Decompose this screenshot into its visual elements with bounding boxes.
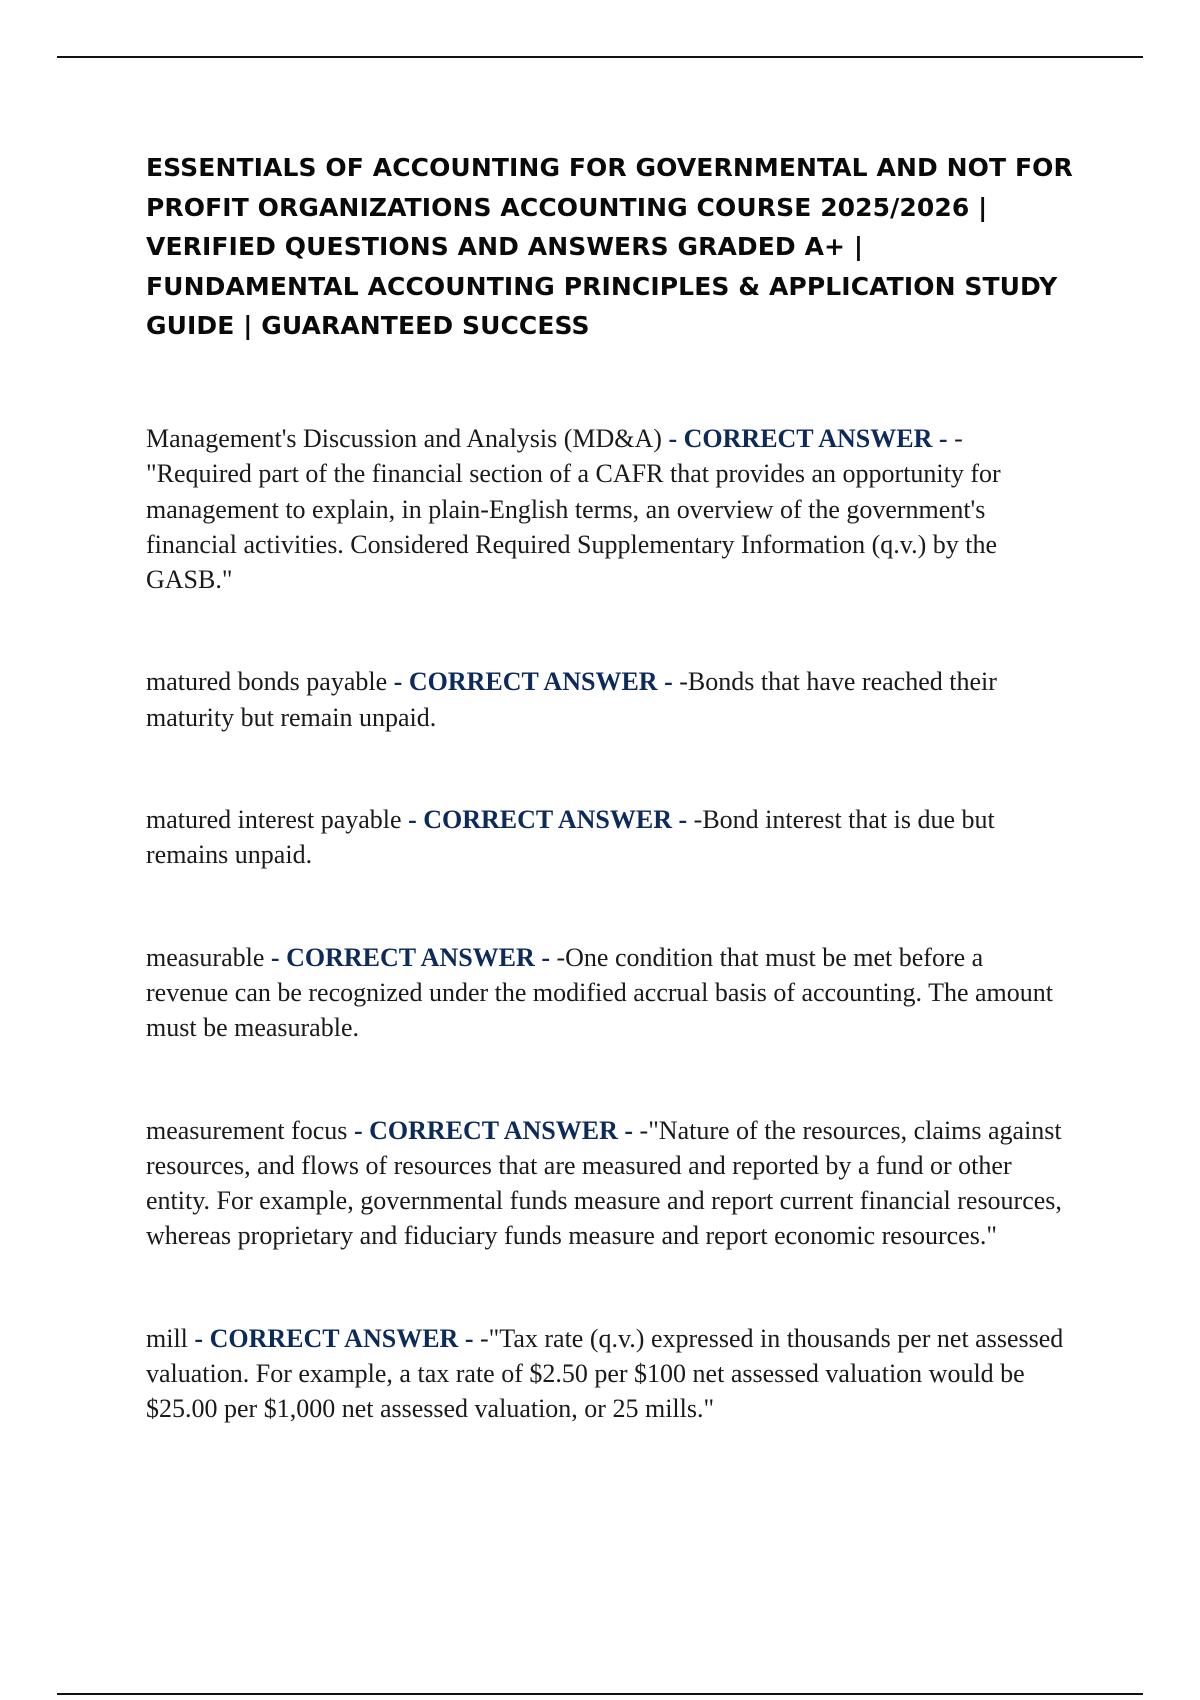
entry-separator: - <box>664 667 673 697</box>
entry-measurement-focus <box>146 1113 1066 1254</box>
entry-term: mill <box>146 1323 188 1353</box>
entry-separator: - <box>668 424 678 453</box>
entry-separator: - <box>270 942 280 972</box>
correct-answer-label: CORRECT ANSWER <box>209 1323 459 1353</box>
entry-separator: - <box>464 1323 474 1353</box>
entry-term: Management's Discussion and Analysis (MD&A) <box>146 424 662 453</box>
entry-term: matured interest payable <box>146 805 402 835</box>
correct-answer-label: CORRECT ANSWER <box>369 1115 618 1145</box>
entry-definition: -Bond interest that is due but remains unpaid. <box>146 805 995 870</box>
entry-definition: -"Required part of the financial section of a CAFR that provides an opportunity for management to explain, in plain-English terms, an overview of the government's financial activities. Considered Required Supplementary Information (q.v.) by the GASB." <box>146 424 1001 595</box>
entry-separator: - <box>393 667 403 697</box>
entry-term: measurement focus <box>146 1115 348 1145</box>
entry-definition: -Bonds that have reached their maturity but remain unpaid. <box>146 667 997 732</box>
entry-definition: -One condition that must be met before a revenue can be recognized under the modified accrual basis of accounting. The amount must be measurable. <box>146 942 1053 1043</box>
entry-list <box>146 421 1066 1427</box>
correct-answer-label: CORRECT ANSWER <box>423 805 672 835</box>
entry-separator: - <box>194 1323 204 1353</box>
entry-definition: -"Tax rate (q.v.) expressed in thousands per net assessed valuation. For example, a tax rate of $2.50 per $100 net assessed valuation would be $25.00 per $1,000 net assessed valuation, or 25 mills." <box>146 1323 1064 1424</box>
entry-separator: - <box>408 805 417 835</box>
entry-separator: - <box>938 424 948 453</box>
entry-separator: - <box>678 805 688 835</box>
entry-matured-bonds-payable <box>146 664 1066 735</box>
document-title: ESSENTIALS OF ACCOUNTING FOR GOVERNMENTAL AND NOT FOR PROFIT ORGANIZATIONS ACCOUNTING COURSE 2025/2026 | VERIFIED QUESTIONS AND ANSWERS GRADED A+ | FUNDAMENTAL ACCOUNTING PRINCIPLES & APPLICATION STUDY GUIDE | GUARANTEED SUCCESS <box>146 153 1073 340</box>
bottom-rule <box>57 1693 1143 1695</box>
correct-answer-label: CORRECT ANSWER <box>683 424 933 453</box>
entry-separator: - <box>624 1115 634 1145</box>
correct-answer-label: CORRECT ANSWER <box>408 667 658 697</box>
entry-term: matured bonds payable <box>146 667 388 697</box>
entry-separator: - <box>353 1115 363 1145</box>
entry-mdanda <box>146 421 1066 597</box>
entry-matured-interest-payable <box>146 802 1066 873</box>
correct-answer-label: CORRECT ANSWER <box>286 942 535 972</box>
top-rule <box>57 56 1143 58</box>
entry-definition: -"Nature of the resources, claims against resources, and flows of resources that are measured and reported by a fund or other entity. For example, governmental funds measure and report current financial resources, whereas proprietary and fiduciary funds measure and report economic resources." <box>146 1115 1062 1251</box>
entry-separator: - <box>541 942 550 972</box>
entry-measurable <box>146 940 1066 1046</box>
entry-term: measurable <box>146 942 265 972</box>
entry-mill <box>146 1321 1066 1427</box>
